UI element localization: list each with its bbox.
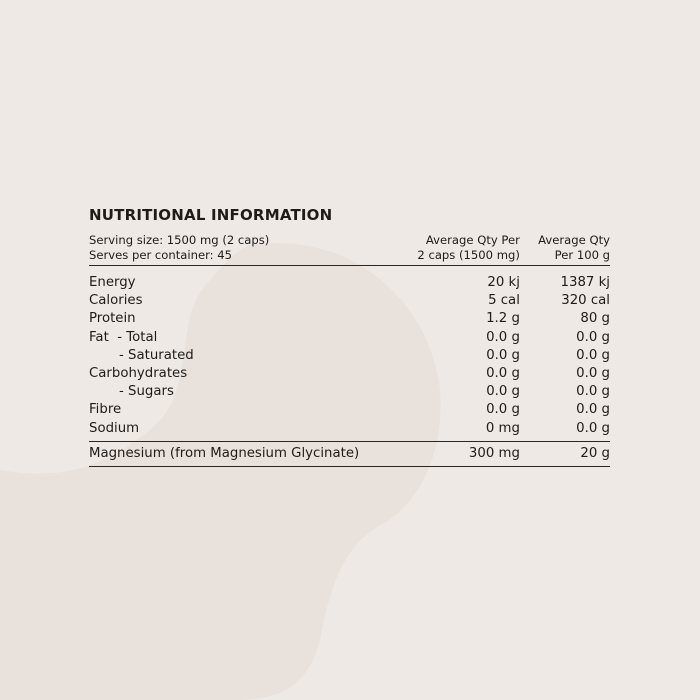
table-row (89, 292, 610, 310)
table-row (89, 401, 610, 419)
per-100g-value: 320 cal (561, 293, 610, 309)
per-serve-value: 0.0 g (486, 402, 520, 418)
bottom-divider (89, 466, 610, 467)
per-100g-value: 0.0 g (576, 329, 610, 345)
per-100g-value: 0.0 g (576, 366, 610, 382)
serving-size: Serving size: 1500 mg (2 caps) (89, 233, 270, 247)
nutrient-label: Carbohydrates (89, 366, 188, 382)
panel-title: NUTRITIONAL INFORMATION (89, 206, 333, 224)
per-serve-value: 0.0 g (486, 347, 521, 363)
per-serve-value: 5 cal (488, 293, 520, 309)
nutrient-sublabel: - Saturated (119, 347, 194, 363)
active-ingredient-label: Magnesium (from Magnesium Glycinate) (89, 445, 360, 461)
per-serve-value: 0 mg (485, 420, 520, 436)
per-100g-value: 80 g (580, 311, 610, 327)
table-row (89, 365, 610, 383)
table-row (89, 383, 610, 401)
per-100g-value: 0.0 g (576, 347, 610, 363)
nutrient-label: Sodium (89, 420, 140, 436)
table-row (89, 274, 610, 292)
serving-info (89, 233, 383, 262)
nutrient-label: Protein (89, 311, 136, 327)
active-ingredient-per-serve: 300 mg (468, 445, 520, 461)
per-serve-value: 0.0 g (486, 384, 521, 400)
active-ingredient-per-100g: 20 g (580, 445, 610, 461)
nutrition-panel (89, 205, 610, 467)
table-row (89, 310, 610, 328)
nutrient-label: Fibre (89, 402, 122, 418)
per-100g-value: 0.0 g (576, 420, 610, 436)
per-100g-value: 0.0 g (576, 402, 610, 418)
nutrient-rows (89, 266, 610, 441)
column-header-per-100g (520, 233, 610, 262)
per-serve-value: 1.2 g (486, 311, 520, 327)
per-serve-value: 0.0 g (486, 329, 520, 345)
column-header-per-100g-line1: Average Qty (538, 233, 610, 247)
per-100g-value: 1387 kj (560, 275, 610, 290)
table-header (89, 233, 610, 262)
nutrient-label: Energy (89, 275, 136, 290)
nutrient-sublabel: - Sugars (119, 384, 174, 400)
table-row (89, 329, 610, 347)
nutrient-label: Fat - Total (89, 329, 158, 345)
column-header-per-serve-line2: 2 caps (1500 mg) (417, 247, 520, 262)
serves-per-container: Serves per container: 45 (89, 247, 232, 262)
column-header-per-serve (383, 233, 520, 262)
active-ingredient-row (89, 442, 610, 466)
per-serve-value: 20 kj (487, 275, 520, 290)
nutrient-label: Calories (89, 293, 143, 309)
per-100g-value: 0.0 g (576, 384, 610, 400)
per-serve-value: 0.0 g (486, 366, 520, 382)
column-header-per-100g-line2: Per 100 g (554, 247, 610, 262)
table-row (89, 347, 610, 365)
table-row (89, 420, 610, 438)
column-header-per-serve-line1: Average Qty Per (425, 233, 520, 247)
